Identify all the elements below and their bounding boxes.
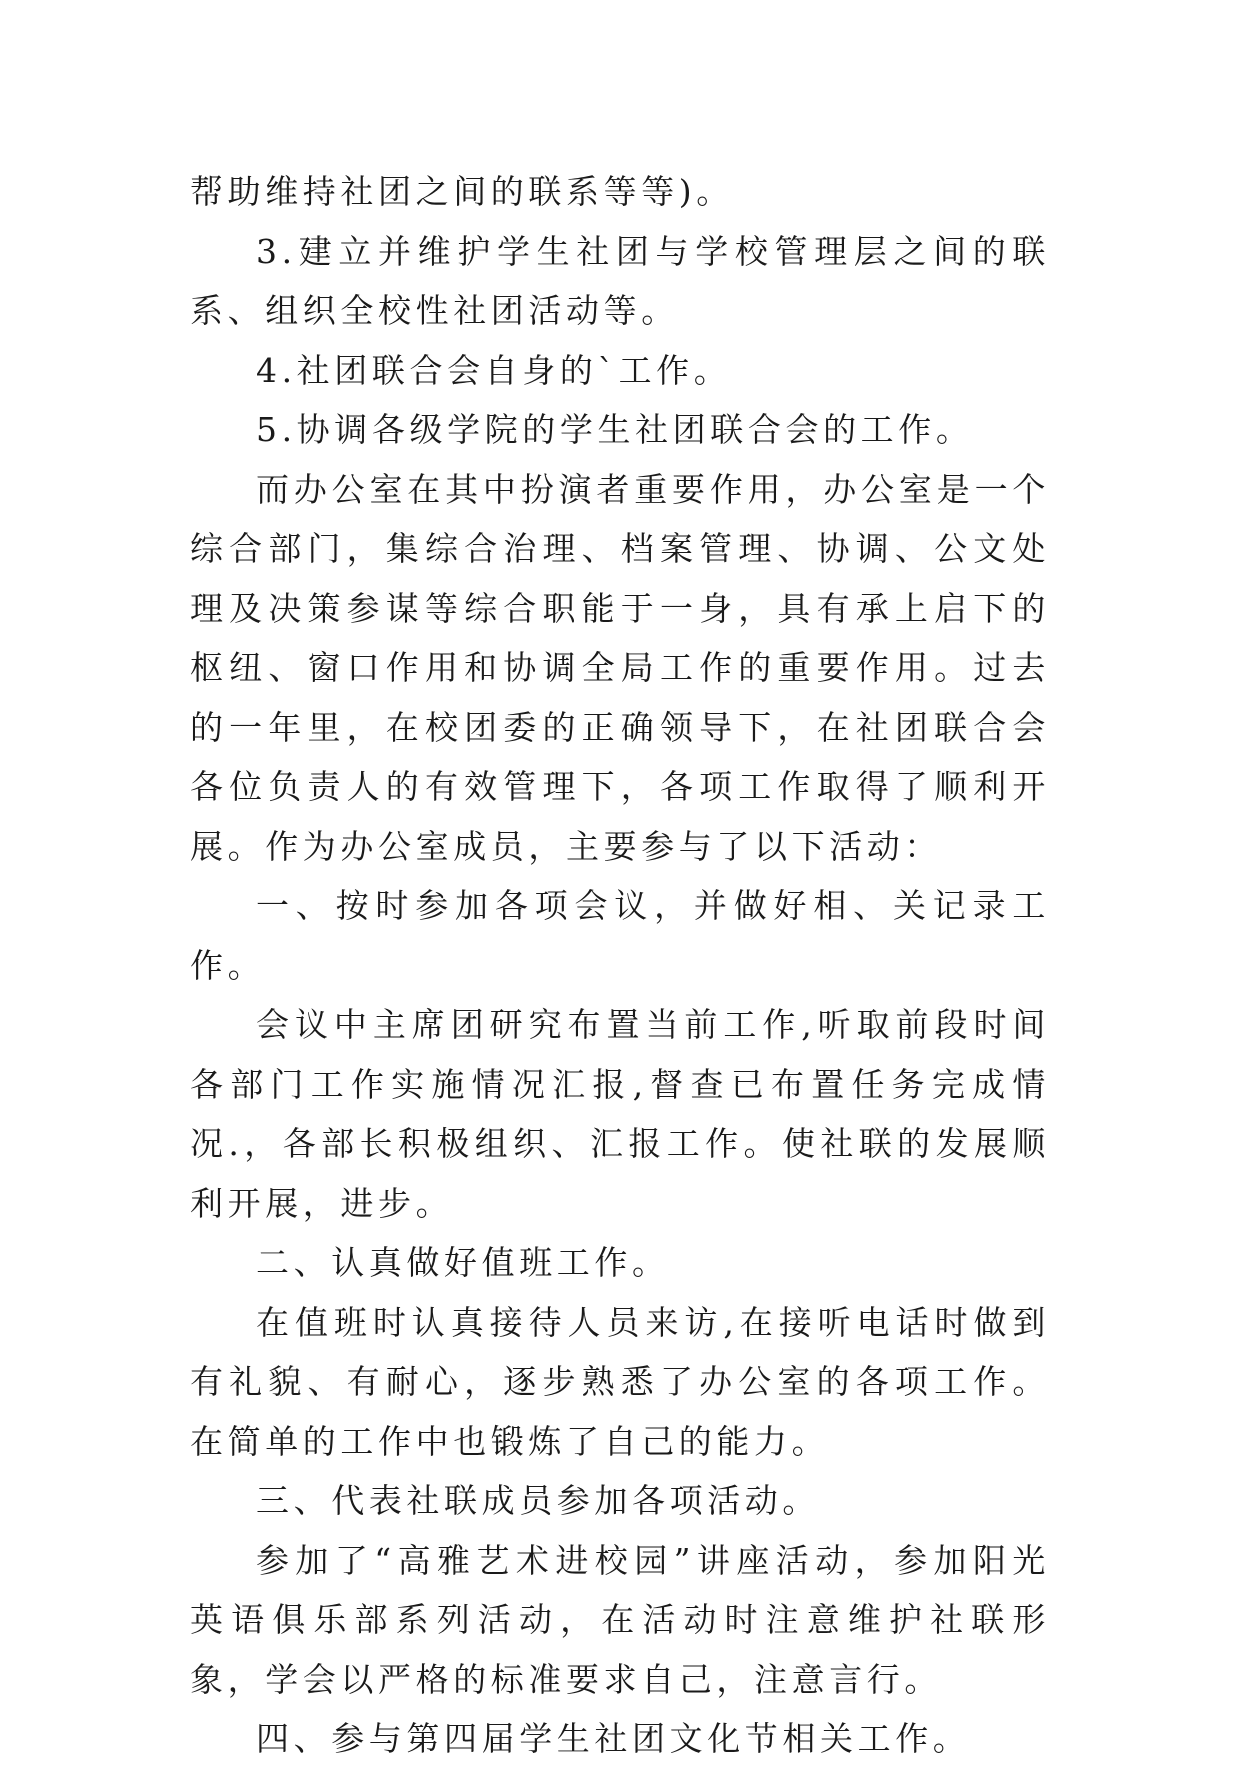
paragraph-10: 三、代表社联成员参加各项活动。 — [256, 1481, 820, 1520]
paragraph-6: 一、按时参加各项会议，并做好相、关记录工作。 — [190, 886, 1050, 985]
paragraph-5: 而办公室在其中扮演者重要作用，办公室是一个综合部门，集综合治理、档案管理、协调、公文处理及决策参谋等综合职能于一身，具有承上启下的枢纽、窗口作用和协调全局工作的重要作用。过去的一年里，在校团委的正确领导下，在社团联合会各位负责人的有效管理下，各项工作取得了顺利开展。作为办公室成员，主要参与了以下活动： — [190, 469, 1050, 866]
paragraph-4: 5.协调各级学院的学生社团联合会的工作。 — [256, 410, 974, 449]
document-body — [190, 162, 1050, 1769]
paragraph-1: 帮助维持社团之间的联系等等)。 — [190, 172, 734, 211]
paragraph-8: 二、认真做好值班工作。 — [256, 1243, 670, 1282]
paragraph-2: 3.建立并维护学生社团与学校管理层之间的联系、组织全校性社团活动等。 — [190, 231, 1050, 330]
paragraph-7: 会议中主席团研究布置当前工作,听取前段时间各部门工作实施情况汇报,督查已布置任务完成情况.，各部长积极组织、汇报工作。使社联的发展顺利开展，进步。 — [190, 1005, 1050, 1223]
paragraph-3: 4.社团联合会自身的`工作。 — [256, 350, 732, 390]
paragraph-12: 四、参与第四届学生社团文化节相关工作。 — [256, 1719, 971, 1758]
paragraph-9: 在值班时认真接待人员来访,在接听电话时做到有礼貌、有耐心，逐步熟悉了办公室的各项工作。在简单的工作中也锻炼了自己的能力。 — [190, 1302, 1050, 1461]
paragraph-11: 参加了“高雅艺术进校园”讲座活动，参加阳光英语俱乐部系列活动，在活动时注意维护社联形象，学会以严格的标准要求自己，注意言行。 — [190, 1540, 1050, 1699]
